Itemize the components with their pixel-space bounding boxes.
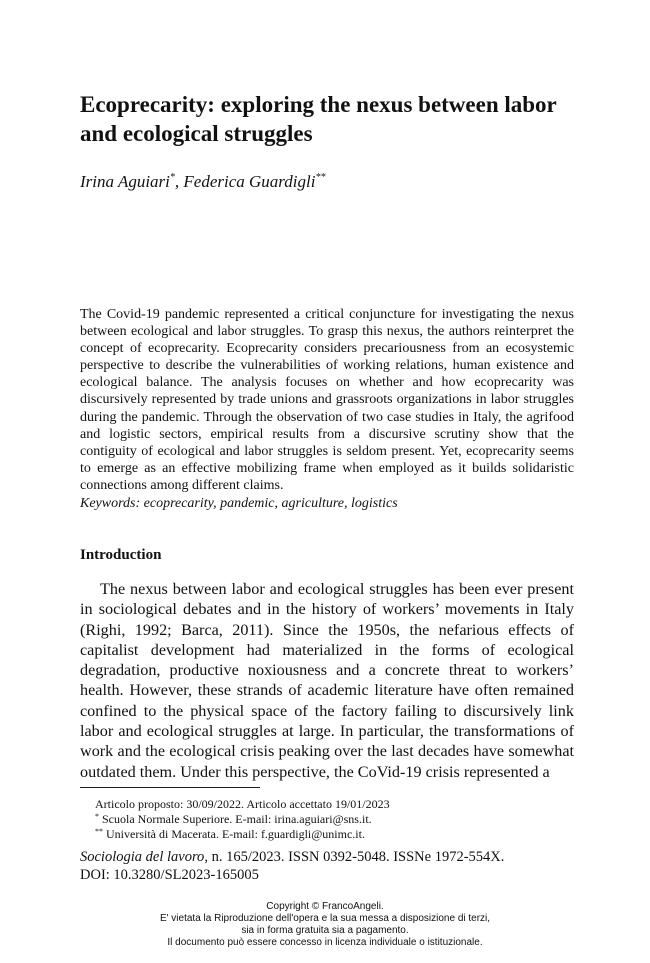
- author-footnote-mark: **: [315, 172, 326, 183]
- author-separator: ,: [174, 172, 184, 191]
- footnote-mark: *: [95, 812, 99, 821]
- introduction-paragraph: The nexus between labor and ecological struggles has been ever present in sociological debates and in the history of workers’ movements in Italy (Righi, 1992; Barca, 2011). Since the 1950s, the nefarious effects of capitalist development had materialized in the forms of ecological degradation, productive noxiousness and a concrete threat to workers’ health. However, these strands of academic literature have often remained confined to the physical space of the factory failing to discursively link labor and ecological struggles at large. In particular, the transformations of work and the ecological crisis peaking over the last decades have somewhat outdated them. Under this perspective, the CoVid-19 crisis represented a: [80, 580, 574, 781]
- author-footnote-mark: *: [169, 172, 175, 183]
- citation-line: [80, 848, 580, 866]
- article-title: Ecoprecarity: exploring the nexus between labor and ecological struggles: [80, 92, 557, 146]
- journal-name: Sociologia del lavoro: [80, 849, 205, 865]
- author-name: Irina Aguiari: [80, 172, 170, 191]
- footnote-1: [95, 812, 575, 827]
- footnote-text: Scuola Normale Superiore. E-mail: irina.aguiari@sns.it.: [99, 812, 372, 826]
- copyright-line: E' vietata la Riproduzione dell'opera e la sua messa a disposizione di terzi,: [159, 913, 491, 924]
- footnote-2: [95, 827, 575, 842]
- copyright-notice: [0, 901, 650, 949]
- copyright-line: sia in forma gratuita sia a pagamento.: [241, 925, 409, 936]
- copyright-line: Il documento può essere concesso in licenza individuale o istituzionale.: [167, 937, 483, 948]
- section-heading-introduction: Introduction: [80, 547, 162, 563]
- author-name: Federica Guardigli: [183, 172, 316, 191]
- issue-details: , n. 165/2023. ISSN 0392-5048. ISSNe 1972-554X.: [204, 849, 505, 865]
- journal-citation: [80, 848, 580, 884]
- footnote-text: Università di Macerata. E-mail: f.guardigli@unimc.it.: [103, 827, 365, 841]
- submission-dates: Articolo proposto: 30/09/2022. Articolo accettato 19/01/2023: [95, 797, 390, 811]
- doi: DOI: 10.3280/SL2023-165005: [80, 867, 259, 883]
- footnotes: [95, 797, 575, 842]
- footnote-mark: **: [95, 827, 103, 836]
- keywords: Keywords: ecoprecarity, pandemic, agriculture, logistics: [80, 496, 398, 511]
- abstract: The Covid-19 pandemic represented a critical conjuncture for investigating the nexus between ecological and labor struggles. To grasp this nexus, the authors reinterpret the concept of ecoprecarity. Ecoprecarity considers precariousness from an ecosystemic perspective to describe the vulnerabilities of working relations, human existence and ecological balance. The analysis focuses on whether and how ecoprecarity was discursively represented by trade unions and grassroots organizations in labor struggles during the pandemic. Through the observation of two case studies in Italy, the agrifood and logistic sectors, empirical results from a discursive scrutiny show that the contiguity of ecological and labor struggles is seldom present. Yet, ecoprecarity seems to emerge as an effective mobilizing frame when employed as it builds solidaristic connections among different claims.: [80, 307, 574, 493]
- copyright-line: Copyright © FrancoAngeli.: [266, 901, 384, 912]
- author-line: [80, 171, 580, 193]
- footnote-divider: [80, 787, 260, 788]
